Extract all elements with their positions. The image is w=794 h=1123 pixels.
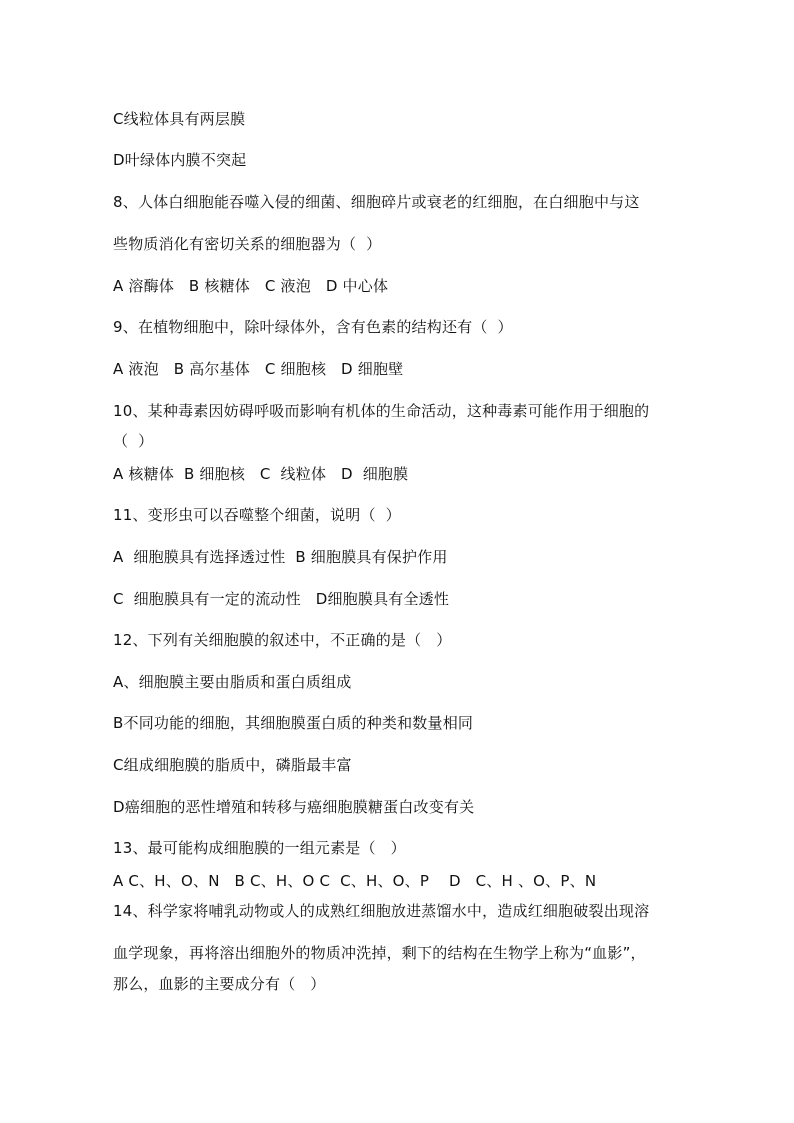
option-line: D癌细胞的恶性增殖和转移与癌细胞膜糖蛋白改变有关 [113, 798, 475, 816]
question-9-line: 9、在植物细胞中，除叶绿体外，含有色素的结构还有（ ） [113, 318, 513, 336]
options-line: A 液泡 B 高尔基体 C 细胞核 D 细胞壁 [113, 360, 404, 378]
options-line: A C、H、O、N B C、H、O C C、H、O、P D C、H 、O、P、N [113, 872, 597, 890]
option-line: A、细胞膜主要由脂质和蛋白质组成 [113, 673, 352, 691]
text-line: D叶绿体内膜不突起 [113, 151, 247, 169]
text-line: 那么，血影的主要成分有（ ） [113, 975, 326, 993]
text-line: （ ） [113, 432, 154, 450]
text-line: 血学现象，再将溶出细胞外的物质冲洗掉，剩下的结构在生物学上称为“血影”， [113, 944, 646, 962]
text-line: C线粒体具有两层膜 [113, 110, 246, 128]
question-11-line: 11、变形虫可以吞噬整个细菌，说明（ ） [113, 506, 401, 524]
question-12-line: 12、下列有关细胞膜的叙述中，不正确的是（ ） [113, 631, 452, 649]
options-line: A 细胞膜具有选择透过性 B 细胞膜具有保护作用 [113, 548, 448, 566]
question-14-line: 14、科学家将哺乳动物或人的成熟红细胞放进蒸馏水中，造成红细胞破裂出现溶 [113, 902, 650, 920]
question-8-line: 8、人体白细胞能吞噬入侵的细菌、细胞碎片或衰老的红细胞，在白细胞中与这 [113, 193, 640, 211]
option-line: B不同功能的细胞，其细胞膜蛋白质的种类和数量相同 [113, 714, 474, 732]
options-line: C 细胞膜具有一定的流动性 D细胞膜具有全透性 [113, 590, 450, 608]
text-line: 些物质消化有密切关系的细胞器为（ ） [113, 235, 382, 253]
question-10-line: 10、某种毒素因妨碍呼吸而影响有机体的生命活动，这种毒素可能作用于细胞的 [113, 402, 650, 420]
options-line: A 溶酶体 B 核糖体 C 液泡 D 中心体 [113, 277, 389, 295]
question-13-line: 13、最可能构成细胞膜的一组元素是（ ） [113, 839, 406, 857]
options-line: A 核糖体 B 细胞核 C 线粒体 D 细胞膜 [113, 465, 409, 483]
option-line: C组成细胞膜的脂质中，磷脂最丰富 [113, 756, 352, 774]
